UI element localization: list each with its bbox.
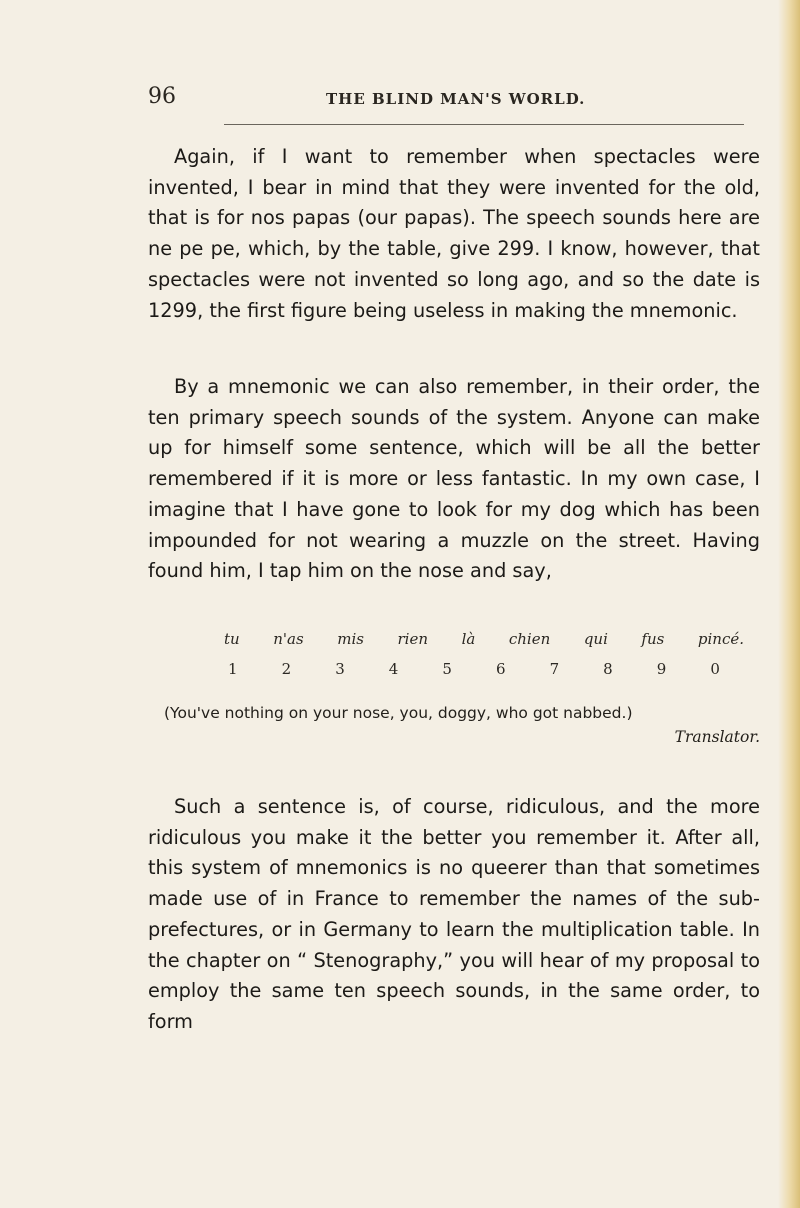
running-head: THE BLIND MAN'S WORLD. (326, 90, 586, 108)
mnemonic-digit: 3 (335, 660, 345, 678)
page-header (148, 84, 760, 114)
paragraph-1: Again, if I want to remember when spectacles were invented, I bear in mind that they were invented for the old, that is for nos papas (our papas). The speech sounds here are ne pe pe, which, by the table, give 299. I know, however, that spectacles were not invented so long ago, and so the date is 1299, the first figure being useless in making the mnemonic. (148, 145, 760, 322)
mnemonic-digit: 5 (442, 660, 452, 678)
mnemonic-word: chien (508, 630, 551, 648)
mnemonic-digit: 8 (603, 660, 613, 678)
mnemonic-digit: 1 (228, 660, 238, 678)
page-number: 96 (148, 84, 176, 109)
mnemonic-word: mis (337, 630, 364, 648)
mnemonic-word: pincé. (697, 630, 744, 648)
mnemonic-digit: 0 (710, 660, 720, 678)
page-edge (778, 0, 800, 1208)
mnemonic-digit: 6 (495, 660, 506, 678)
header-rule (224, 124, 744, 125)
mnemonic-digits (228, 660, 720, 678)
mnemonic-digit: 7 (549, 660, 560, 678)
mnemonic-word: qui (583, 630, 608, 648)
mnemonic-word: rien (397, 630, 429, 648)
mnemonic-digit: 4 (388, 660, 399, 678)
mnemonic-sentence (224, 630, 744, 648)
mnemonic-digit: 2 (281, 660, 292, 678)
translation-note: (You've nothing on your nose, you, doggy, who got nabbed.) (164, 704, 633, 722)
translator-label: Translator. (674, 728, 760, 746)
paragraph-2: By a mnemonic we can also remember, in their order, the ten primary speech sounds of the system. Anyone can make up for himself some sentence, which will be all the better remembered if it is more or less fantastic. In my own case, I imagine that I have gone to look for my dog which has been impounded for not wearing a muzzle on the street. Having found him, I tap him on the nose and say, (148, 375, 760, 583)
mnemonic-digit: 9 (656, 660, 667, 678)
mnemonic-word: tu (224, 630, 240, 648)
paragraph-3: Such a sentence is, of course, ridiculous, and the more ridiculous you make it the better you remember it. After all, this system of mnemonics is no queerer than that sometimes made use of in France to remember the names of the sub-prefectures, or in Germany to learn the multiplication table. In the chapter on “ Stenography,” you will hear of my proposal to employ the same ten speech sounds, in the same order, to form (148, 795, 760, 1033)
mnemonic-word: n'as (273, 630, 304, 648)
mnemonic-word: là (461, 630, 476, 648)
mnemonic-word: fus (641, 630, 665, 648)
